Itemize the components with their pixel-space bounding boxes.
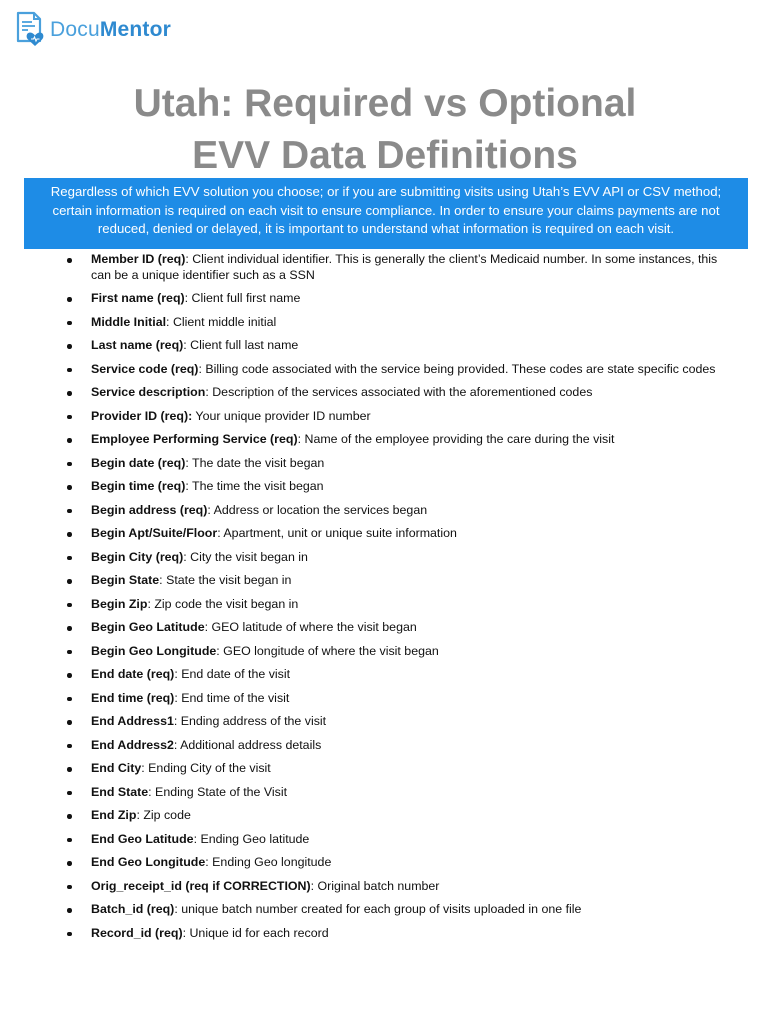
list-item [0, 879, 770, 895]
item-separator: : [217, 526, 221, 540]
list-item [0, 432, 770, 448]
item-separator: : [185, 252, 189, 266]
item-separator: : [205, 385, 209, 399]
list-item [0, 691, 770, 707]
bullet-icon [67, 509, 72, 514]
list-item [0, 550, 770, 566]
item-description: State the visit began in [162, 573, 292, 587]
list-item [0, 926, 770, 942]
list-item [0, 252, 770, 283]
title-line-2: EVV Data Definitions [192, 134, 578, 177]
item-term: End Geo Longitude [91, 855, 206, 869]
item-description: The date the visit began [188, 455, 325, 470]
item-term: End time (req) [91, 690, 175, 705]
item-description: Client full first name [188, 291, 301, 305]
list-item [0, 667, 770, 683]
item-separator: : [182, 925, 187, 940]
bullet-icon [67, 720, 72, 725]
bullet-icon [67, 814, 72, 819]
item-term: Begin Geo Latitude [91, 620, 205, 634]
definition-list [0, 252, 770, 949]
item-description: Ending address of the visit [177, 714, 327, 728]
bullet-icon [67, 885, 72, 890]
item-description: End date of the visit [177, 667, 291, 681]
list-item [0, 291, 770, 307]
list-item [0, 808, 770, 824]
item-description: unique batch number created for each group of visits uploaded in one file [177, 902, 582, 916]
bullet-icon [67, 673, 72, 678]
item-term: Begin State [91, 573, 160, 587]
bullet-icon [67, 603, 72, 608]
bullet-icon [67, 697, 72, 702]
list-item [0, 714, 770, 730]
list-item [0, 644, 770, 660]
list-item [0, 479, 770, 495]
list-item [0, 385, 770, 401]
list-item [0, 761, 770, 777]
document-heart-icon [15, 11, 45, 48]
item-description: Ending Geo longitude [208, 855, 332, 869]
bullet-icon [67, 321, 72, 326]
list-item [0, 620, 770, 636]
page-title [0, 78, 770, 182]
item-separator: : [216, 643, 220, 658]
item-separator: : [205, 855, 209, 869]
item-term: Last name (req) [91, 338, 184, 352]
item-term: Orig_receipt_id (req if CORRECTION) [91, 878, 311, 893]
item-description: Client individual identifier. This is generally the client’s Medicaid number. In some instances, this can be a unique identifier such as a SSN [91, 252, 718, 282]
bullet-icon [67, 908, 72, 913]
item-description: Client middle initial [169, 314, 277, 329]
item-separator: : [174, 690, 178, 705]
item-separator: : [166, 314, 170, 329]
item-term: End Address2 [91, 737, 174, 752]
bullet-icon [67, 391, 72, 396]
list-item [0, 409, 770, 425]
item-separator: : [198, 361, 202, 376]
item-term: End Geo Latitude [91, 831, 194, 846]
item-description: Name of the employee providing the care during the visit [301, 432, 615, 446]
item-term: Employee Performing Service (req) [91, 432, 298, 446]
bullet-icon [67, 932, 72, 937]
item-term: Member ID (req) [91, 252, 186, 266]
item-separator: : [136, 808, 140, 822]
item-description: Zip code [139, 808, 191, 822]
item-separator: : [207, 502, 211, 517]
item-term: End City [91, 761, 142, 775]
item-term: Begin Geo Longitude [91, 643, 217, 658]
list-item [0, 738, 770, 754]
item-term: Service description [91, 385, 206, 399]
item-description: Additional address details [177, 737, 322, 752]
item-separator: : [173, 737, 178, 752]
item-term: Begin Zip [91, 596, 148, 611]
list-item [0, 526, 770, 542]
bullet-icon [67, 650, 72, 655]
item-term: End State [91, 784, 149, 799]
list-item [0, 832, 770, 848]
item-description: GEO longitude of where the visit began [219, 643, 439, 658]
item-description: Your unique provider ID number [192, 408, 371, 423]
item-description: Zip code the visit began in [150, 596, 299, 611]
item-term: Begin address (req) [91, 502, 208, 517]
bullet-icon [67, 767, 72, 772]
bullet-icon [67, 462, 72, 467]
item-separator: : [185, 455, 189, 470]
bullet-icon [67, 556, 72, 561]
bullet-icon [67, 344, 72, 349]
item-term: Begin date (req) [91, 455, 186, 470]
bullet-icon [67, 258, 72, 263]
list-item [0, 503, 770, 519]
bullet-icon [67, 579, 72, 584]
bullet-icon [67, 297, 72, 302]
item-description: GEO latitude of where the visit began [208, 620, 417, 634]
list-item [0, 573, 770, 589]
item-term: Batch_id (req) [91, 902, 175, 916]
logo-wordmark [50, 19, 171, 40]
bullet-icon [67, 838, 72, 843]
bullet-icon [67, 415, 72, 420]
item-separator: : [159, 573, 163, 587]
item-term: Begin City (req) [91, 549, 184, 564]
bullet-icon [67, 485, 72, 490]
item-separator: : [141, 761, 145, 775]
item-description: City the visit began in [186, 549, 308, 564]
item-description: Description of the services associated with the aforementioned codes [208, 385, 593, 399]
item-separator: : [174, 902, 178, 916]
list-item [0, 315, 770, 331]
item-term: End date (req) [91, 667, 175, 681]
item-description: Ending City of the visit [144, 761, 271, 775]
item-term: Begin Apt/Suite/Floor [91, 526, 218, 540]
bullet-icon [67, 438, 72, 443]
list-item [0, 456, 770, 472]
bullet-icon [67, 861, 72, 866]
item-description: Address or location the services began [210, 502, 428, 517]
item-separator: : [183, 549, 187, 564]
item-separator: : [193, 831, 198, 846]
item-description: Unique id for each record [186, 925, 329, 940]
bullet-icon [67, 532, 72, 537]
item-separator: : [173, 714, 178, 728]
item-description: Ending State of the Visit [151, 784, 288, 799]
item-term: Begin time (req) [91, 479, 186, 493]
item-term: Service code (req) [91, 361, 199, 376]
item-term: Middle Initial [91, 314, 167, 329]
bullet-icon [67, 791, 72, 796]
logo-part-mentor: Mentor [99, 18, 172, 41]
list-item [0, 362, 770, 378]
item-term: Record_id (req) [91, 925, 183, 940]
item-term: First name (req) [91, 291, 185, 305]
item-separator: : [174, 667, 178, 681]
item-separator: : [183, 338, 187, 352]
list-item [0, 902, 770, 918]
item-separator: : [185, 479, 189, 493]
bullet-icon [67, 626, 72, 631]
item-description: Client full last name [186, 338, 299, 352]
documentor-logo [15, 11, 171, 48]
item-description: Ending Geo latitude [197, 831, 310, 846]
item-term: End Zip [91, 808, 137, 822]
item-description: Apartment, unit or unique suite information [220, 526, 457, 540]
list-item [0, 785, 770, 801]
intro-banner: Regardless of which EVV solution you choose; or if you are submitting visits using Utah’s EVV API or CSV method; certain information is required on each visit to ensure compliance. In order to ensure your claims payments are not reduced, denied or delayed, it is important to understand what information is required on each visit. [24, 178, 748, 249]
item-description: Original batch number [314, 878, 440, 893]
item-separator: : [184, 291, 189, 305]
item-description: Billing code associated with the service being provided. These codes are state specific codes [201, 361, 716, 376]
item-term: End Address1 [91, 714, 174, 728]
logo-part-docu: Docu [50, 18, 100, 41]
item-separator: : [204, 620, 209, 634]
list-item [0, 855, 770, 871]
list-item [0, 338, 770, 354]
item-separator: : [297, 432, 302, 446]
item-description: End time of the visit [177, 690, 290, 705]
list-item [0, 597, 770, 613]
bullet-icon [67, 368, 72, 373]
item-separator: : [148, 784, 152, 799]
item-separator: : [147, 596, 151, 611]
title-line-1: Utah: Required vs Optional [133, 82, 637, 125]
item-term: Provider ID (req): [91, 408, 193, 423]
item-separator: : [310, 878, 315, 893]
item-description: The time the visit began [188, 479, 324, 493]
bullet-icon [67, 744, 72, 749]
